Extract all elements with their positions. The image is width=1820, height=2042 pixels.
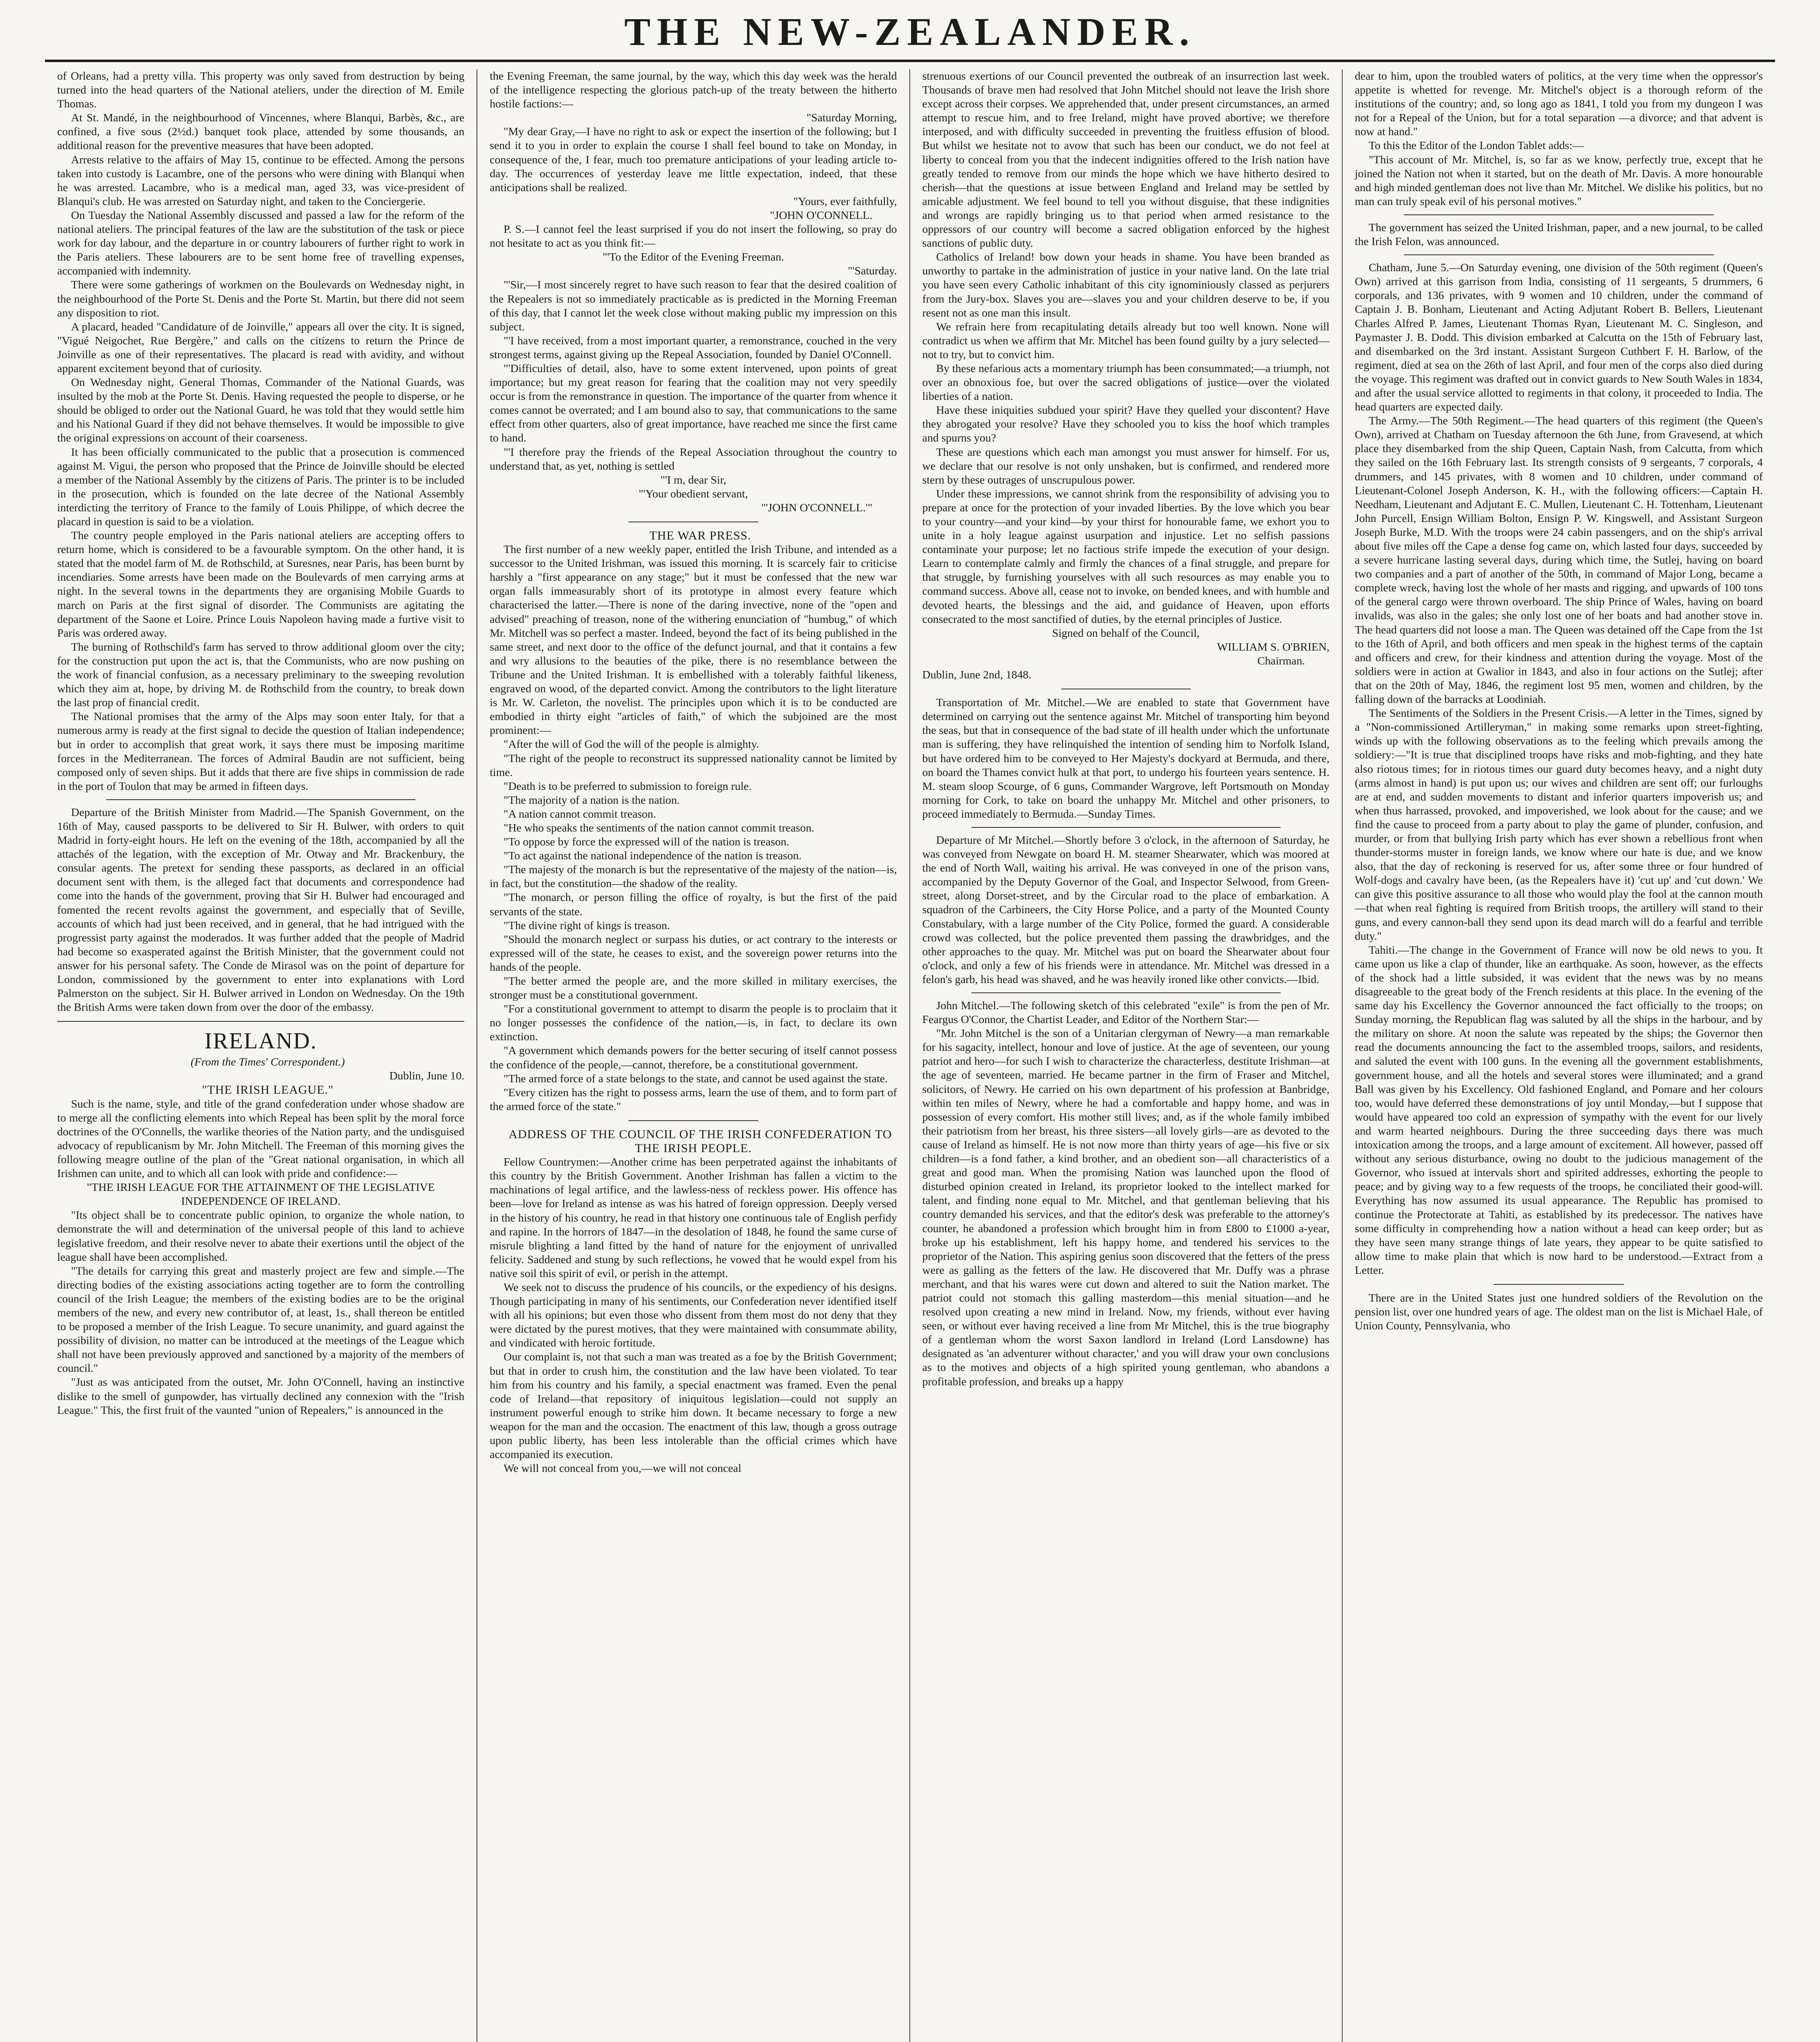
paragraph: Departure of Mr Mitchel.—Shortly before 3 o'clock, in the afternoon of Saturday, he was conveyed from Newgate on board H. M. steamer Shearwater, which was moored at the end of North Wall, waiting his arrival. He was conveyed in one of the prison vans, accompanied by the Deputy Governor of the Goal, and Inspector Selwood, from Green-street, along Dorset-street, and by the Circular road to the place of embarkation. A squadron of the Carbineers, the City Horse Police, and a party of the Mounted County Constabulary, with a large number of the City Police, formed the guard. A considerable crowd was collected, but the police prevented them passing the drawbridges, and the other approaches to the quay. Mr. Mitchel was put on board the Shearwater about four o'clock, and only a few of his friends were in attendance. Mr. Mitchel was dressed in a felon's garb, his head was shaved, and he was heavily ironed like other convicts.—Ibid. bbox=[922, 834, 1330, 986]
paragraph: Fellow Countrymen:—Another crime has been perpetrated against the inhabitants of this country by the British Government. Another Irishman has fallen a victim to the machinations of legal artifice, and the lawless-ness of reckless power. His offence has been—love for Ireland as intense as was his hatred of foreign oppression. Deeply versed in the history of his country, he read in that history one continuous tale of English perfidy and rapine. In the horrors of 1847—in the desolation of 1848, he found the same curse of misrule blighting a land fitted by the hand of nature for the enjoyment of unrivalled felicity. Saddened and stung by such reflections, he vowed that he would expel from his native soil this spirit of evil, or perish in the attempt. bbox=[490, 1156, 897, 1280]
letter-line: "'Saturday. bbox=[848, 265, 897, 278]
paragraph: A placard, headed "Candidature of de Joinville," appears all over the city. It is signed, "Vigué Neigochet, Rue Bergère," and calls on the citizens to return the Prince de Joinville as one of their representatives. The placard is read with avidity, and without apparent excitement beyond that of curiosity. bbox=[57, 320, 465, 375]
paragraph: "Its object shall be to concentrate public opinion, to organize the whole nation, to demonstrate the will and determination of the universal people of this land to achieve legislative freedom, and their resolve never to abate their exertions until the object of the league shall have been accomplished. bbox=[57, 1209, 465, 1264]
paragraph: Tahiti.—The change in the Government of France will now be old news to you. It came upon us like a clap of thunder, like an earthquake. As soon, however, as the effects of the shock had a little subsided, it was evident that the news was by no means disagreeable to the great body of the French residents at this place. In the evening of the same day his Excellency the Governor announced the fact officially to the troops; on Sunday morning, the Republican flag was saluted by all the ships in the harbour, and by the military on shore. At noon the salute was repeated by the ships; the Governor then read the documents announcing the fact to the assembled troops, sailors, and residents, and saluted the event with 100 guns. In the evening all the government establishments, government house, and all the hotels and several stores were illuminated; and a grand Ball was given by his Excellency. Old fashioned England, and Pomare and her colours too, would have deferred these demonstrations of joy until Monday,—but I suppose that would have appeared too cold an expression of sympathy with the event for our lively and warm hearted neighbours. During the three succeeding days there was much intoxication among the troops, and a large amount of excitement. All however, passed off without any serious disturbance, owing no doubt to the judicious management of the Governor, who issued at intervals short and spirited addresses, exhorting the people to peace; and by giving way to a few requests of the troops, he conciliated their good-will. Everything has now assumed its usual appearance. The Republic has promised to continue the Protectorate at Tahiti, as established by its predecessor. The natives have some difficulty in comprehending how a nation without a head can keep order; but as they have seen many strange things of late years, they appear to be quite satisfied to allow time to make plain that which is now hard to be understood.—Extract from a Letter. bbox=[1354, 943, 1763, 1277]
paragraph: At St. Mandé, in the neighbourhood of Vincennes, where Blanqui, Barbès, &c., are confined, a five sous (2½d.) banquet took place, attended by some thousands, an additional reason for the preventive measures that have been adopted. bbox=[57, 111, 465, 152]
paragraph: We seek not to discuss the prudence of his councils, or the expediency of his designs. Though participating in many of his sentiments, our Confederation never identified itself with all his opinions; but even those who dissent from them most do not deny that they were dictated by the purest motives, that they were maintained with consummate ability, and vindicated with heroic fortitude. bbox=[490, 1281, 897, 1350]
column-1 bbox=[45, 69, 477, 2042]
paragraph: "He who speaks the sentiments of the nation cannot commit treason. bbox=[503, 821, 815, 834]
paragraph: The Army.—The 50th Regiment.—The head quarters of this regiment (the Queen's Own), arrived at Chatham on Tuesday afternoon the 6th June, from Gravesend, at which place they disembarked from the ship Queen, Captain Nash, from Calcutta, from which they sailed on the 16th February last. Its strength consists of 9 sergeants, 7 corporals, 4 drummers, and 145 privates, with 8 women and 10 children, under command of Lieutenant-Colonel Joseph Anderson, K. H., with the following officers:—Captain H. Needham, Lieutenant and Adjutant E. C. Mullen, Lieutenant C. H. Tottenham, Lieutenant John Purcell, Ensign William Bolton, Ensign P. W. Kingswell, and Assistant Surgeon Joseph Burke, M.D. With the troops were 24 cabin passengers, and on the ship's arrival about five miles off the Cape a dense fog came on, which lasted four days, succeeded by a severe hurricane lasting several days, during which time, the Sutlej, having on board two companies and a part of another of the 50th, in command of Major Long, became a complete wreck, having lost the whole of her masts and rigging, and upwards of 100 tons of the general cargo were thrown overboard. The ship Prince of Wales, having on board invalids, was also in the gales; she only lost one of her boats and had another stove in. The head quarters did not loose a man. The Queen was detained off the Cape from the 1st to the 16th of April, and both officers and men speak in the highest terms of the captain and officers and crew, for their kindness and attention during the voyage. Most of the soldiers were in action at Gwalior in 1843, and also in four actions on the Sutlej; after that on the 20th of May, 1846, the regiment lost 95 men, women and children, by the falling down of the barracks at Loodiniah. bbox=[1354, 415, 1763, 706]
paragraph: The first number of a new weekly paper, entitled the Irish Tribune, and intended as a successor to the United Irishman, was issued this morning. It is scarcely fair to criticise harshly a "first appearance on any stage;" but it must be confessed that the new war organ falls immeasurably short of its prototype in almost every feature which characterised the latter.—There is none of the daring invective, none of the "open and advised" preaching of treason, none of the withering enunciation of "humbug," of which Mr. Mitchell was so perfect a master. Indeed, beyond the fact of its being published in the same street, and next door to the office of the defunct journal, and that it contains a few and wry allusions to the beauties of the pike, there is no resemblance between the Tribune and the United Irishman. It is embellished with a tolerably faithful likeness, engraved on wood, of the departed convict. Among the contributors to the light literature is Mr. W. Carleton, the novelist. The principles upon which it is to be conducted are embodied in thirty eight "articles of faith," of which the subjoined are the most prominent:— bbox=[490, 543, 897, 737]
column-3 bbox=[910, 69, 1343, 2042]
paragraph: These are questions which each man amongst you must answer for himself. For us, we declare that our resolve is not only unshaken, but is confirmed, and rendered more stern by these outrages of unscrupulous power. bbox=[922, 446, 1330, 486]
paragraph: of Orleans, had a pretty villa. This property was only saved from destruction by being turned into the head quarters of the National ateliers, under the direction of M. Emile Thomas. bbox=[57, 70, 465, 111]
paragraph: "Just as was anticipated from the outset, Mr. John O'Connell, having an instinctive dislike to the smell of gunpowder, has virtually declined any connexion with the "Irish League." This, the first fruit of the vaunted "union of Repealers," is announced in the bbox=[57, 1376, 465, 1417]
paragraph: It has been officially communicated to the public that a prosecution is commenced against M. Vigui, the person who proposed that the Prince de Joinville should be elected a member of the National Assembly by the citizens of Paris. The printer is to be included in the prosecution, which is founded on the late decree of the National Assembly interdicting the territory of France to the family of Louis Philippe, of which decree the placard in question is said to be a violation. bbox=[57, 446, 465, 528]
masthead-rule bbox=[45, 60, 1775, 62]
divider bbox=[628, 1120, 758, 1121]
paragraph: dear to him, upon the troubled waters of politics, at the very time when the oppressor's appetite is whetted for revenge. Mr. Mitchel's object is a thorough reform of the institutions of the country; and, so long ago as 1841, I told you from my dungeon I was not for a Repeal of the Union, but for a total separation —a divorce; and that advent is now at hand." bbox=[1354, 70, 1763, 138]
paragraph: "To act against the national independence of the nation is treason. bbox=[503, 849, 802, 863]
paragraph: "The better armed the people are, and the more skilled in military exercises, the stronger must be a constitutional government. bbox=[490, 975, 897, 1002]
paragraph: "'I therefore pray the friends of the Repeal Association throughout the country to understand that, as yet, nothing is settled bbox=[490, 446, 897, 473]
paragraph: "The armed force of a state belongs to the state, and cannot be used against the state. bbox=[503, 1072, 888, 1085]
letter-line: "Yours, ever faithfully, bbox=[793, 195, 897, 208]
paragraph: "Death is to be preferred to submission to foreign rule. bbox=[503, 780, 752, 793]
divider bbox=[57, 1021, 464, 1022]
masthead: THE NEW-ZEALANDER. bbox=[624, 10, 1196, 54]
paragraph: P. S.—I cannot feel the least surprised if you do not insert the following, so pray do not hesitate to act as you think fit:— bbox=[490, 223, 897, 250]
paragraph: "After the will of God the will of the people is almighty. bbox=[503, 738, 759, 751]
paragraph: "My dear Gray,—I have no right to ask or expect the insertion of the following; but I send it to you in order to explain the course I shall feel bound to take on Monday, in consequence of the, I fear, much too premature anticipations of your leading article to-day. The occurrences of yesterday leave me little expectation, indeed, that these anticipations shall be realized. bbox=[490, 125, 897, 194]
paragraph: Arrests relative to the affairs of May 15, continue to be effected. Among the persons taken into custody is Lacambre, one of the persons who were dining with Blanqui when he was arrested. Lacambre, who is a medical man, aged 33, was vice-president of Blanqui's club. He was arrested on Saturday night, and taken to the Conciergerie. bbox=[57, 153, 465, 208]
paragraph: "For a constitutional government to attempt to disarm the people is to proclaim that it no longer possesses the confidence of the nation,—is, in fact, to declare its own extinction. bbox=[490, 1003, 897, 1043]
signature-line: Signed on behalf of the Council, bbox=[1052, 626, 1200, 640]
paragraph: There were some gatherings of workmen on the Boulevards on Wednesday night, in the neighbourhood of the Porte St. Denis and the Porte St. Martin, but there did not seem any disposition to riot. bbox=[57, 279, 465, 319]
signature-line: "'JOHN O'CONNELL.'" bbox=[761, 501, 873, 514]
signature-line: "JOHN O'CONNELL. bbox=[770, 209, 873, 222]
paragraph: "The details for carrying this great and masterly project are few and simple.—The directing bodies of the existing associations acting together are to form the controlling council of the Irish League; the members of the existing bodies are to be the original members of the new, and every new contributor of, at least, 1s., shall thereon be entitled to be proposed a member of the Irish League. To secure unanimity, and guard against the possibility of division, no matter can be introduced at the meetings of the League which shall not have been previously approved and sanctioned by a majority of the members of council." bbox=[57, 1264, 465, 1375]
paragraph: "The majority of a nation is the nation. bbox=[503, 794, 680, 807]
letter-line: "'I m, dear Sir, bbox=[660, 473, 726, 486]
divider bbox=[1404, 214, 1714, 215]
paragraph: "'I have received, from a most important quarter, a remonstrance, couched in the very strongest terms, against giving up the Repeal Association, founded by Daniel O'Connell. bbox=[490, 334, 897, 361]
paragraph: By these nefarious acts a momentary triumph has been consummated;—a triumph, not over an obnoxious foe, but over the sacred obligations of justice—over the violated liberties of a nation. bbox=[922, 362, 1330, 403]
paragraph: Departure of the British Minister from Madrid.—The Spanish Government, on the 16th of May, caused passports to be delivered to Sir H. Bulwer, with orders to quit Madrid in forty-eight hours. He left on the evening of the 18th, accompanied by all the attachés of the legation, with the exception of Mr. Otway and Mr. Brackenbury, the consular agents. The pretext for sending these passports, as declared in an official document sent with them, is the alleged fact that documents and correspondence had come into the hands of the government, proving that Sir H. Bulwer had encouraged and fomented the recent revolts against the government, and especially that of Seville, accounts of which had just been received, and in general, that he had intrigued with the progressist party against the moderados. It was further added that the people of Madrid had become so exasperated against the British Minister, that the government could not answer for his personal safety. The Conde de Mirasol was on the point of departure for London, commissioned by the government to enter into explanations with Lord Palmerston on the subject. Sir H. Bulwer arrived in London on Wednesday. On the 19th the British Arms were taken down from over the door of the embassy. bbox=[57, 806, 465, 1014]
paragraph: "The monarch, or person filling the office of royalty, is but the first of the paid servants of the state. bbox=[490, 891, 897, 918]
paragraph: Have these iniquities subdued your spirit? Have they quelled your discontent? Have they abrogated your resolve? Have they schooled you to kiss the hoof which tramples and spurns you? bbox=[922, 404, 1330, 445]
paragraph: On Wednesday night, General Thomas, Commander of the National Guards, was insulted by the mob at the Porte St. Denis. Having requested the people to disperse, or he should be obliged to order out the National Guard, he was told that they would settle him and his National Guard if they did not behave themselves. It would be impossible to give the original expressions on account of their coarseness. bbox=[57, 376, 465, 445]
paragraph: On Tuesday the National Assembly discussed and passed a law for the reform of the national ateliers. The principal features of the law are the substitution of the task or piece work for day labour, and the departure in or country labourers of further right to work in the Paris ateliers. These labourers are to be sent home free of travelling expenses, accompanied with indemnity. bbox=[57, 209, 465, 278]
paragraph: The Sentiments of the Soldiers in the Present Crisis.—A letter in the Times, signed by a "Non-commissioned Artilleryman," in making some remarks upon street-fighting, winds up with the following observations as to the feeling which prevails among the soldiery:—"It is true that disciplined troops have risks and mob-fighting, and they hate also riotous times; for in riotous times our guard duty becomes heavy, and a night duty (arms almost in hand) is put upon us; our wives and children are sent off; our furloughs are at end, and sudden movements to distant and inferior quarters impoverish us; and when thus harrassed, provoked, and impoverished, we look about for the cause; and we find the cause to proceed from a party about to play the game of plunder, confusion, and murder, or from that bullying Irish party which has ever shown a rebellious front when thunder-storms muster in foreign lands, we know where our hate is due, and we know also, that the day of reckoning is reserved for us, after some three or four hundred of Wolf-dogs and cavalry have been, (as the Repealers have it) 'cut up' and 'cut down.' We can give this positive assurance to all those who would play the fool at the cannon mouth—that when real fighting is required from British troops, the artillery will stand to their guns, and every cannon-ball they send upon its dead march will do a fearful and terrible duty." bbox=[1354, 707, 1763, 943]
section-heading-ireland: IRELAND. bbox=[204, 1028, 317, 1054]
paragraph: "This account of Mr. Mitchel, is, so far as we know, perfectly true, except that he joined the Nation not when it started, but on the death of Mr. Davis. A more honourable and high minded gentleman does not live than Mr. Mitchel. We dislike his politics, but no man can truly speak evil of his personal motives." bbox=[1354, 153, 1763, 208]
divider bbox=[971, 827, 1281, 828]
article-title: THE WAR PRESS. bbox=[649, 529, 751, 542]
paragraph: "Mr. John Mitchel is the son of a Unitarian clergyman of Newry—a man remarkable for his sagacity, intellect, honour and love of justice. At the age of seventeen, our young patriot and hero—for such I wish to characterize the characterless, destitute Irishman—at the age of seventeen, married. He became partner in the firm of Fraser and Mitchel, solicitors, of Newry. He carried on his own department of his profession at Banbridge, within ten miles of Newry, where he had a comfortable and happy home, and was in possession of every comfort. His mother still lives; and, as if the whole family imbibed their patriotism from her breast, his three sisters—all lovely girls—are as devoted to the cause of Ireland as himself. He is not now more than thirty years of age—his five or six children—is a fond father, a kind brother, and an obedient son—all characteristics of a great and good man. When the promising Nation was launched upon the flood of disturbed opinion created in Ireland, its proprietor looked to the intellect marked for talent, and finding none equal to Mr. Mitchel, and that gentleman believing that his country demanded his services, and that the editor's desk was preferable to the attorney's counter, he abandoned a profession which brought him in from £800 to £1000 a-year, broke up his establishment, left his happy home, and tendered his services to the proprietor of the Nation. This aspiring genius soon discovered that the fetters of the press were as galling as the fetters of the law. He discovered that Mr. Duffy was a phrase merchant, and that his wares were cut down and altered to suit the Nation market. The patriot could not stomach this galling masterdom—this menial situation—and he resolved upon creating a new mind in Ireland. Now, my friends, without ever having seen, or without ever having received a line from Mr Mitchel, this is the true biography of a gentleman whom the worst Saxon landlord in Ireland (Lord Lansdowne) has designated as 'an adventurer without character,' and you will draw your own conclusions as to the motives and objects of a high spirited young gentleman, who abandons a profitable profession, and breaks up a happy bbox=[922, 1027, 1330, 1388]
paragraph: To this the Editor of the London Tablet adds:— bbox=[1368, 139, 1584, 152]
paragraph: Transportation of Mr. Mitchel.—We are enabled to state that Government have determined on carrying out the sentence against Mr. Mitchel of transporting him beyond the seas, but that in consequence of the bad state of ill health under which the unfortunate man is suffering, they have relinquished the intention of sending him to Norfolk Island, but have ordered him to be conveyed to Her Majesty's dockyard at Bermuda, and there, on board the Thames convict hulk at that port, to undergo his fourteen years sentence. H. M. steam sloop Scourge, of 6 guns, Commander Wargrove, left Portsmouth on Monday morning for Cork, to take on board the unhappy Mr. Mitchel and other prisoners, to proceed immediately to Bermuda.—Sunday Times. bbox=[922, 696, 1330, 820]
divider bbox=[1494, 1284, 1624, 1285]
paragraph: strenuous exertions of our Council prevented the outbreak of an insurrection last week. Thousands of brave men had resolved that John Mitchel should not leave the Irish shore except across their corpses. We apprehended that, under present circumstances, an armed attempt to rescue him, and to free Ireland, might have proved abortive; we therefore interposed, and with difficulty succeeded in preventing the fruitless effusion of blood. But whilst we hesitate not to avow that such has been our conduct, we do not feel at liberty to conceal from you that the indecent indignities offered to the Irish nation have greatly tended to remove from our minds the hope which we have hitherto desired to cherish—that the questions at issue between England and Ireland may be settled by amicable adjustment. We feel bound to tell you without disguise, that these indignities and wrongs are rapidly bringing us to that period when armed resistance to the oppressors of our country will become a sacred obligation enforced by the highest sanctions of public duty. bbox=[922, 70, 1330, 250]
divider bbox=[1404, 254, 1714, 255]
paragraph: "The right of the people to reconstruct its suppressed nationality cannot be limited by time. bbox=[490, 752, 897, 779]
column-2 bbox=[477, 69, 910, 2042]
paragraph: Such is the name, style, and title of the grand confederation under whose shadow are to merge all the conflicting elements into which Repeal has been split by the moral force doctrines of the O'Connells, the warlike theories of the Nation party, and the undisguised advocacy of republicanism by Mr. John Mitchell. The Freeman of this morning gives the following meagre outline of the plan of the "Great national organisation, in which all Irishmen can unite, and to which all can look with pride and confidence:— bbox=[57, 1097, 465, 1180]
paragraph: "A nation cannot commit treason. bbox=[503, 807, 656, 820]
paragraph: Under these impressions, we cannot shrink from the responsibility of advising you to prepare at once for the protection of your invaded liberties. By the love which you bear to your country—and your kind—by your thirst for honourable fame, we exhort you to unite in a holy league against usurpation and injustice. Let no selfish passions contaminate your purpose; let no factious strife impede the execution of your design. Learn to contemplate calmly and firmly the chances of a final struggle, and prepare for that struggle, by furnishing yourselves with all such resources as may enable you to command success. Above all, cease not to invoke, on bended knees, and with humble and devoted hearts, the blessings and the aid, and guidance of Heaven, upon efforts consecrated to the most sanctified of duties, by the eternal principles of Justice. bbox=[922, 487, 1330, 626]
signature-line: Chairman. bbox=[1257, 654, 1305, 667]
signature-line: WILLIAM S. O'BRIEN, bbox=[1217, 640, 1330, 653]
dateline: Dublin, June 2nd, 1848. bbox=[922, 669, 1031, 682]
paragraph: Catholics of Ireland! bow down your heads in shame. You have been branded as unworthy to partake in the administration of justice in your native land. On the late trial you have seen every Catholic inhabitant of this city ignominiously classed as perjurers from the Jury-box. Slaves you are—slaves you and your children deserve to be, if you resent not as one man this insult. bbox=[922, 251, 1330, 319]
paragraph: The government has seized the United Irishman, paper, and a new journal, to be called the Irish Felon, was announced. bbox=[1354, 221, 1763, 248]
paragraph: "Every citizen has the right to possess arms, learn the use of them, and to form part of the armed force of the state." bbox=[490, 1086, 897, 1113]
paragraph: Our complaint is, not that such a man was treated as a foe by the British Government; but that in order to crush him, the constitution and the law have been violated. To tear him from his country and his family, a special enactment was framed. Even the penal code of Ireland—that repository of iniquitous legislation—could not supply an instrument powerful enough to strike him down. It became necessary to forge a new weapon for the man and the occasion. The enactment of this law, though a gross outrage upon public liberty, has been less intolerable than the official crimes which have accompanied its execution. bbox=[490, 1351, 897, 1461]
paragraph: We will not conceal from you,—we will not conceal bbox=[503, 1462, 742, 1475]
article-title: "THE IRISH LEAGUE." bbox=[202, 1083, 334, 1097]
column-4 bbox=[1343, 69, 1775, 2042]
divider bbox=[106, 799, 415, 800]
letter-line: "'To the Editor of the Evening Freeman. bbox=[602, 251, 784, 264]
paragraph: John Mitchel.—The following sketch of this celebrated "exile" is from the pen of Mr. Feargus O'Connor, the Chartist Leader, and Editor of the Northern Star:— bbox=[922, 999, 1330, 1026]
paragraph: "The divine right of kings is treason. bbox=[503, 919, 670, 932]
article-title: ADDRESS OF THE COUNCIL OF THE IRISH CONFEDERATION TO THE IRISH PEOPLE. bbox=[508, 1127, 892, 1155]
paragraph: The country people employed in the Paris national ateliers are accepting offers to return home, which is considered to be a favourable symptom. On the other hand, it is stated that the model farm of M. de Rothschild, at Suresnes, near Paris, has been burnt by incendiaries. Some arrests have been made on the Boulevards of men carrying arms at night. In the several towns in the departments they are organising Mobile Guards to march on Paris at the first signal of disorder. The Communists are agitating the department of the Saone et Loire. Prince Louis Napoleon having made a furtive visit to Paris was ordered away. bbox=[57, 529, 465, 640]
quoted-heading: "THE IRISH LEAGUE FOR THE ATTAINMENT OF THE LEGISLATIVE INDEPENDENCE OF IRELAND. bbox=[87, 1181, 435, 1208]
paragraph: We refrain here from recapitulating details already but too well known. None will contradict us when we affirm that Mr. Mitchel has been found guilty by a jury selected—not to try, but to convict him. bbox=[922, 320, 1330, 361]
paragraph: "Should the monarch neglect or surpass his duties, or act contrary to the interests or expressed will of the state, he ceases to exist, and the sovereign power returns into the hands of the people. bbox=[490, 933, 897, 974]
paragraph: "A government which demands powers for the better securing of itself cannot possess the confidence of the people,—cannot, therefore, be a constitutional government. bbox=[490, 1044, 897, 1071]
paragraph: The National promises that the army of the Alps may soon enter Italy, for that a numerous army is ready at the first signal to decide the question of Italian independence; but in order to accomplish that great work, it says there must be imposing maritime forces in the Mediterranean. The forces of Admiral Baudin are not sufficient, being composed only of seven ships. But it adds that there are five ships in commission de rade in the port of Toulon that may be armed in fifteen days. bbox=[57, 710, 465, 793]
paragraph: Chatham, June 5.—On Saturday evening, one division of the 50th regiment (Queen's Own) arrived at this garrison from India, consisting of 11 sergeants, 5 drummers, 6 corporals, and 136 privates, with 9 women and 10 children, under the command of Captain J. B. Bonham, Lieutenant and Acting Adjutant Robert B. Bellers, Lieutenant Charles Alfred P. James, Lieutenant Thomas Ryan, Lieutenant M. C. Singleson, and Paymaster J. B. Dodd. This division embarked at Calcutta on the 15th of February last, and disembarked on the 3rd instant. Assistant Surgeon Cuthbert F. H. Barlow, of the regiment, died at sea on the 26th of last April, and four men of the corps also died during the voyage. This regiment was drafted out in convict guards to New South Wales in 1834, and after the usual service allotted to regiments in that colony, it proceeded to India. The head quarters are expected daily. bbox=[1354, 261, 1763, 414]
paragraph: The burning of Rothschild's farm has served to throw additional gloom over the city; for the construction put upon the act is, that the Communists, who are now pushing on the work of financial confusion, as a necessary preliminary to the sweeping revolution which they aim at, hope, by driving M. de Rothschild from the country, to break down the last prop of financial credit. bbox=[57, 640, 465, 709]
paragraph: the Evening Freeman, the same journal, by the way, which this day week was the herald of the intelligence respecting the glorious patch-up of the treaty between the hitherto hostile factions:— bbox=[490, 70, 897, 111]
dateline: Dublin, June 10. bbox=[389, 1070, 465, 1083]
letter-line: "Saturday Morning, bbox=[806, 111, 897, 125]
letter-line: "'Your obedient servant, bbox=[639, 487, 748, 500]
paragraph: "'Difficulties of detail, also, have to some extent intervened, upon points of great importance; but my great reason for fearing that the coalition may not very speedily occur is from the remonstrance in question. The importance of the quarter from whence it comes cannot be overrated; and I am bound also to say, that communications to the same effect from other quarters, also of great importance, have reached me since the first came to hand. bbox=[490, 362, 897, 445]
columns bbox=[45, 69, 1775, 2042]
paragraph: "The majesty of the monarch is but the representative of the majesty of the nation—is, in fact, but the constitution—the shadow of the reality. bbox=[490, 863, 897, 890]
divider bbox=[971, 992, 1281, 993]
paragraph: "'Sir,—I most sincerely regret to have such reason to fear that the desired coalition of the Repealers is not so immediately practicable as is predicted in the Morning Freeman of this day, that I cannot let the week close without making public my impression on this subject. bbox=[490, 279, 897, 333]
paragraph: There are in the United States just one hundred soldiers of the Revolution on the pension list, over one hundred years of age. The oldest man on the list is Michael Hale, of Union County, Pennsylvania, who bbox=[1354, 1291, 1763, 1333]
paragraph: "To oppose by force the expressed will of the nation is treason. bbox=[503, 836, 789, 849]
section-subheading: (From the Times' Correspondent.) bbox=[190, 1056, 345, 1069]
